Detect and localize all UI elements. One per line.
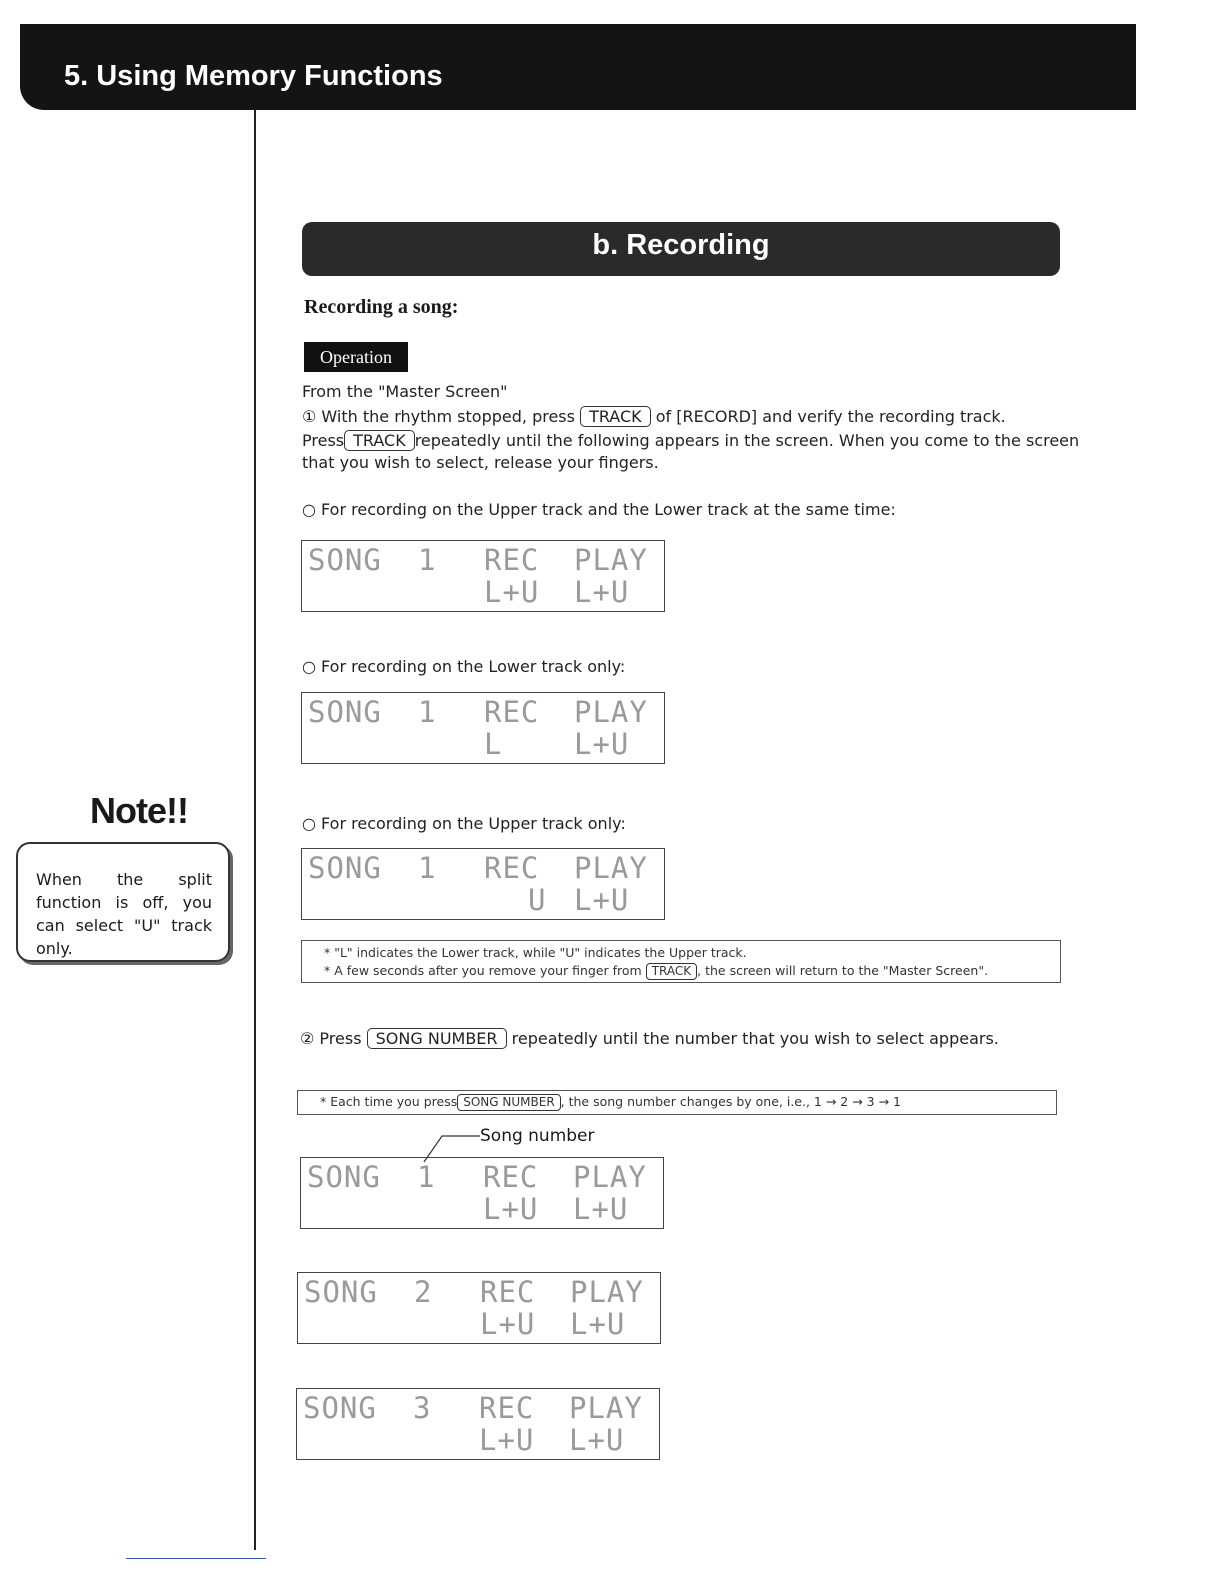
info2-pre: * Each time you press bbox=[320, 1094, 458, 1109]
lcd-rec: REC bbox=[480, 1275, 536, 1309]
step1-post: of [RECORD] and verify the recording track. bbox=[655, 407, 1006, 426]
margin-divider bbox=[254, 110, 256, 1550]
lcd-song: SONG bbox=[303, 1391, 377, 1425]
info-line-1: * "L" indicates the Lower track, while "U" indicates the Upper track. bbox=[324, 945, 747, 960]
lcd-play: PLAY bbox=[570, 1275, 644, 1309]
step2-post: repeatedly until the number that you wish to select appears. bbox=[511, 1029, 999, 1048]
lcd-song: SONG bbox=[308, 695, 382, 729]
lcd-play-value: L+U bbox=[569, 1423, 625, 1457]
lcd-play-value: L+U bbox=[574, 883, 630, 917]
info-line2-pre: * A few seconds after you remove your finger from bbox=[324, 963, 642, 978]
case-caption-upper-lower: ○ For recording on the Upper track and the Lower track at the same time: bbox=[302, 500, 896, 519]
track-key: TRACK bbox=[646, 963, 697, 980]
lcd-song: SONG bbox=[308, 543, 382, 577]
subheading: Recording a song: bbox=[304, 296, 459, 318]
info-line-2 bbox=[324, 963, 988, 980]
intro-step-1 bbox=[302, 406, 1006, 427]
lcd-rec: REC bbox=[484, 695, 540, 729]
lcd-song: SONG bbox=[304, 1275, 378, 1309]
info-box-song-number bbox=[297, 1090, 1057, 1115]
operation-badge: Operation bbox=[304, 342, 408, 372]
step2-pre: ② Press bbox=[300, 1029, 362, 1048]
lcd-song: SONG bbox=[307, 1160, 381, 1194]
step-2 bbox=[300, 1028, 999, 1049]
lcd-song-number: 2 bbox=[414, 1275, 433, 1309]
lcd-play: PLAY bbox=[574, 543, 648, 577]
note-card bbox=[16, 842, 230, 962]
song-number-key: SONG NUMBER bbox=[457, 1094, 560, 1111]
info-box-track bbox=[301, 940, 1061, 983]
lcd-rec: REC bbox=[484, 543, 540, 577]
lcd-screen-lower bbox=[301, 692, 665, 764]
lcd-play: PLAY bbox=[569, 1391, 643, 1425]
track-key: TRACK bbox=[580, 406, 651, 427]
intro-line-1: From the "Master Screen" bbox=[302, 382, 508, 401]
lcd-rec-value: L+U bbox=[480, 1307, 536, 1341]
case-caption-lower: ○ For recording on the Lower track only: bbox=[302, 657, 626, 676]
lcd-rec-value: L+U bbox=[484, 575, 540, 609]
info-song-number-line bbox=[320, 1094, 901, 1111]
track-key: TRACK bbox=[344, 430, 415, 451]
lcd-play-value: L+U bbox=[574, 727, 630, 761]
song-number-key: SONG NUMBER bbox=[367, 1028, 507, 1049]
info-line2-post: , the screen will return to the "Master Screen". bbox=[697, 963, 989, 978]
lcd-song-1 bbox=[300, 1157, 664, 1229]
lcd-rec: REC bbox=[483, 1160, 539, 1194]
lcd-rec: REC bbox=[479, 1391, 535, 1425]
lcd-song-number: 1 bbox=[418, 543, 437, 577]
info2-post: , the song number changes by one, i.e., 1 → 2 → 3 → 1 bbox=[560, 1094, 901, 1109]
song-number-label: Song number bbox=[480, 1126, 595, 1146]
lcd-rec: REC bbox=[484, 851, 540, 885]
line3-post: repeatedly until the following appears in the screen. When you come to the screen bbox=[414, 431, 1080, 450]
footer-rule bbox=[126, 1558, 266, 1559]
lcd-rec-value: L+U bbox=[479, 1423, 535, 1457]
intro-line-4: that you wish to select, release your fingers. bbox=[302, 453, 659, 472]
note-heading: Note!! bbox=[90, 790, 188, 831]
lcd-song-number: 1 bbox=[418, 851, 437, 885]
lcd-play: PLAY bbox=[574, 695, 648, 729]
lcd-song-number: 1 bbox=[418, 695, 437, 729]
lcd-song-2 bbox=[297, 1272, 661, 1344]
lcd-play: PLAY bbox=[574, 851, 648, 885]
lcd-play: PLAY bbox=[573, 1160, 647, 1194]
line3-pre: Press bbox=[302, 431, 345, 450]
lcd-screen-upper bbox=[301, 848, 665, 920]
lcd-rec-value: L bbox=[484, 727, 503, 761]
lcd-song-number: 1 bbox=[417, 1160, 436, 1194]
lcd-rec-value: U bbox=[528, 883, 547, 917]
case-caption-upper: ○ For recording on the Upper track only: bbox=[302, 814, 626, 833]
lcd-play-value: L+U bbox=[570, 1307, 626, 1341]
lcd-play-value: L+U bbox=[574, 575, 630, 609]
section-title: b. Recording bbox=[592, 229, 770, 261]
lcd-song-number: 3 bbox=[413, 1391, 432, 1425]
note-text: When the split function is off, you can select "U" track only. bbox=[36, 870, 212, 958]
chapter-title: 5. Using Memory Functions bbox=[64, 60, 443, 92]
lcd-song: SONG bbox=[308, 851, 382, 885]
lcd-play-value: L+U bbox=[573, 1192, 629, 1226]
lcd-song-3 bbox=[296, 1388, 660, 1460]
step1-pre: ① With the rhythm stopped, press bbox=[302, 407, 575, 426]
lcd-screen-upper-lower bbox=[301, 540, 665, 612]
lcd-rec-value: L+U bbox=[483, 1192, 539, 1226]
intro-line-3 bbox=[302, 430, 1079, 451]
section-banner bbox=[302, 222, 1060, 276]
